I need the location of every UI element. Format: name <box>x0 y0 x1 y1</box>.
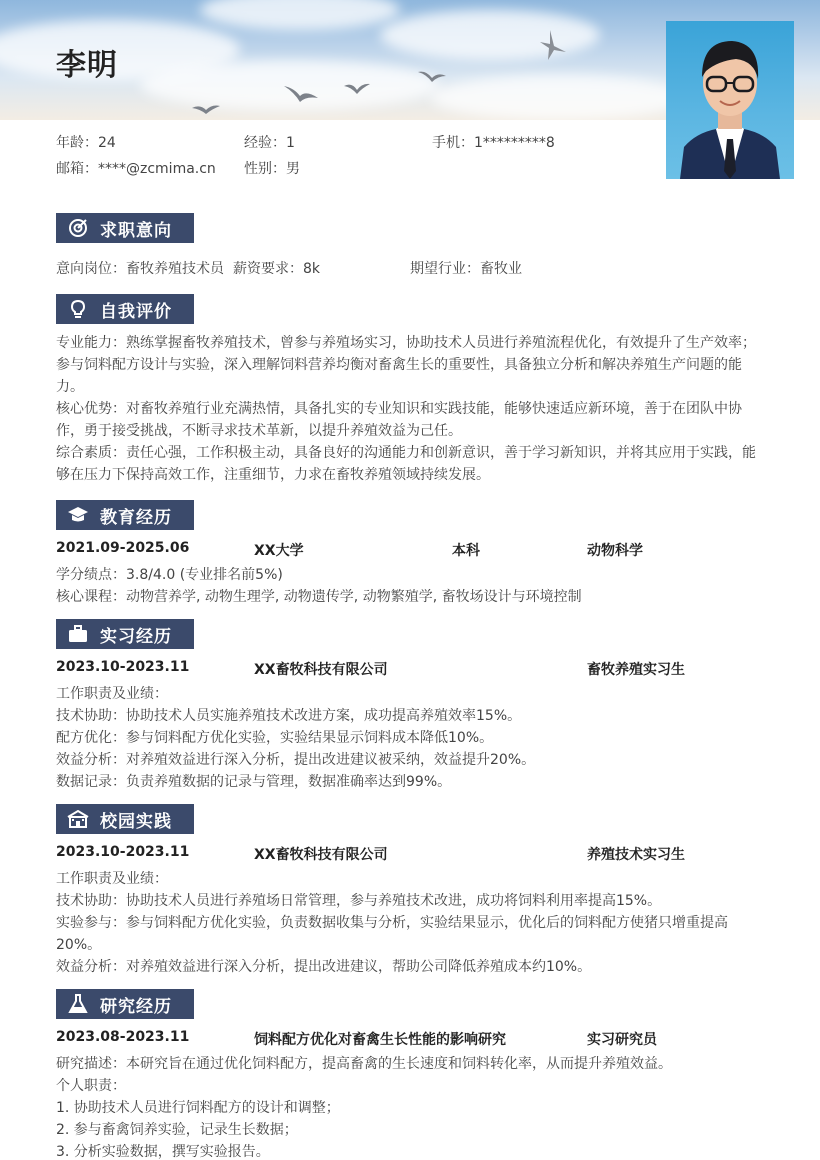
section-title: 教育经历 <box>100 507 172 528</box>
bird-icon <box>192 102 220 116</box>
research-line: 3. 分析实验数据，撰写实验报告。 <box>56 1144 270 1160</box>
research-line: 2. 参与畜禽饲养实验，记录生长数据； <box>56 1122 298 1138</box>
section-header-campus <box>56 804 194 834</box>
bird-icon <box>418 68 446 84</box>
education-period: 2021.09-2025.06 <box>56 540 190 556</box>
bird-icon <box>536 28 568 62</box>
self-eval-paragraph: 专业能力：熟练掌握畜牧养殖技术，曾参与养殖场实习，协助技术人员进行养殖流程优化，有效提升了生产效率；参与饲料配方设计与实验，深入理解饲料营养均衡对畜禽生长的重要性，具备独立分析和解决养殖生产问题的能力。 <box>56 335 756 395</box>
campus-role: 养殖技术实习生 <box>587 847 685 863</box>
info-age: 年龄：24 <box>56 135 116 151</box>
section-header-internship <box>56 619 194 649</box>
bird-icon <box>284 84 318 104</box>
internship-role: 畜牧养殖实习生 <box>587 662 685 678</box>
info-email: 邮箱：****@zcmima.cn <box>56 161 216 177</box>
flask-icon <box>56 989 100 1019</box>
bird-icon <box>344 80 370 96</box>
cloud <box>430 75 690 120</box>
campus-line: 技术协助：协助技术人员进行养殖场日常管理，参与养殖技术改进，成功将饲料利用率提高15%。 <box>56 893 662 909</box>
section-title: 校园实践 <box>100 811 172 832</box>
candidate-name: 李明 <box>56 48 118 83</box>
education-school: XX大学 <box>254 543 304 559</box>
cloud <box>200 0 400 30</box>
section-title: 实习经历 <box>100 626 172 647</box>
education-row <box>56 540 756 560</box>
lightbulb-icon <box>56 294 100 324</box>
research-line: 1. 协助技术人员进行饲料配方的设计和调整； <box>56 1100 340 1116</box>
campus-line: 实验参与：参与饲料配方优化实验，负责数据收集与分析，实验结果显示，优化后的饲料配方使猪只增重提高20%。 <box>56 915 728 953</box>
research-role: 实习研究员 <box>587 1032 657 1048</box>
info-phone: 手机：1*********8 <box>432 135 555 151</box>
portrait-image <box>666 21 794 179</box>
self-eval-paragraph: 核心优势：对畜牧养殖行业充满热情，具备扎实的专业知识和实践技能，能够快速适应新环境，善于在团队中协作，勇于接受挑战，不断寻求技术革新，以提升养殖效益为己任。 <box>56 401 742 439</box>
intent-position: 意向岗位：畜牧养殖技术员 <box>56 261 224 277</box>
internship-line: 工作职责及业绩： <box>56 686 168 702</box>
section-header-education <box>56 500 194 530</box>
section-header-self-eval <box>56 294 194 324</box>
education-gpa: 学分绩点：3.8/4.0 (专业排名前5%) <box>56 567 283 583</box>
campus-row <box>56 844 756 864</box>
campus-company: XX畜牧科技有限公司 <box>254 847 388 863</box>
info-gender: 性别：男 <box>244 161 300 177</box>
internship-line: 技术协助：协助技术人员实施养殖技术改进方案，成功提高养殖效率15%。 <box>56 708 522 724</box>
self-eval-paragraph: 综合素质：责任心强，工作积极主动，具备良好的沟通能力和创新意识，善于学习新知识，并将其应用于实践，能够在压力下保持高效工作，注重细节，力求在畜牧养殖领域持续发展。 <box>56 445 756 483</box>
briefcase-icon <box>56 619 100 649</box>
intent-salary: 薪资要求：8k <box>233 261 321 277</box>
graduation-cap-icon <box>56 500 100 530</box>
section-title: 求职意向 <box>100 220 172 241</box>
campus-period: 2023.10-2023.11 <box>56 844 190 860</box>
school-building-icon <box>56 804 100 834</box>
internship-line: 数据记录：负责养殖数据的记录与管理，数据准确率达到99%。 <box>56 774 452 790</box>
section-title: 研究经历 <box>100 996 172 1017</box>
info-experience: 经验：1 <box>244 135 295 151</box>
campus-line: 效益分析：对养殖效益进行深入分析，提出改进建议，帮助公司降低养殖成本约10%。 <box>56 959 592 975</box>
research-line: 研究描述：本研究旨在通过优化饲料配方，提高畜禽的生长速度和饲料转化率，从而提升养殖效益。 <box>56 1056 672 1072</box>
research-line: 个人职责： <box>56 1078 126 1094</box>
education-major: 动物科学 <box>587 543 643 559</box>
education-courses: 核心课程：动物营养学, 动物生理学, 动物遗传学, 动物繁殖学, 畜牧场设计与环境控制 <box>56 589 582 605</box>
research-row <box>56 1029 756 1049</box>
section-title: 自我评价 <box>100 301 172 322</box>
campus-line: 工作职责及业绩： <box>56 871 168 887</box>
profile-photo <box>666 21 794 179</box>
research-period: 2023.08-2023.11 <box>56 1029 190 1045</box>
internship-company: XX畜牧科技有限公司 <box>254 662 388 678</box>
section-header-intent <box>56 213 194 243</box>
target-icon <box>56 213 100 243</box>
research-project: 饲料配方优化对畜禽生长性能的影响研究 <box>254 1032 506 1048</box>
internship-period: 2023.10-2023.11 <box>56 659 190 675</box>
internship-line: 效益分析：对养殖效益进行深入分析，提出改进建议被采纳，效益提升20%。 <box>56 752 536 768</box>
internship-line: 配方优化：参与饲料配方优化实验，实验结果显示饲料成本降低10%。 <box>56 730 494 746</box>
education-degree: 本科 <box>452 543 480 559</box>
internship-row <box>56 659 756 679</box>
intent-industry: 期望行业：畜牧业 <box>410 261 522 277</box>
section-header-research <box>56 989 194 1019</box>
